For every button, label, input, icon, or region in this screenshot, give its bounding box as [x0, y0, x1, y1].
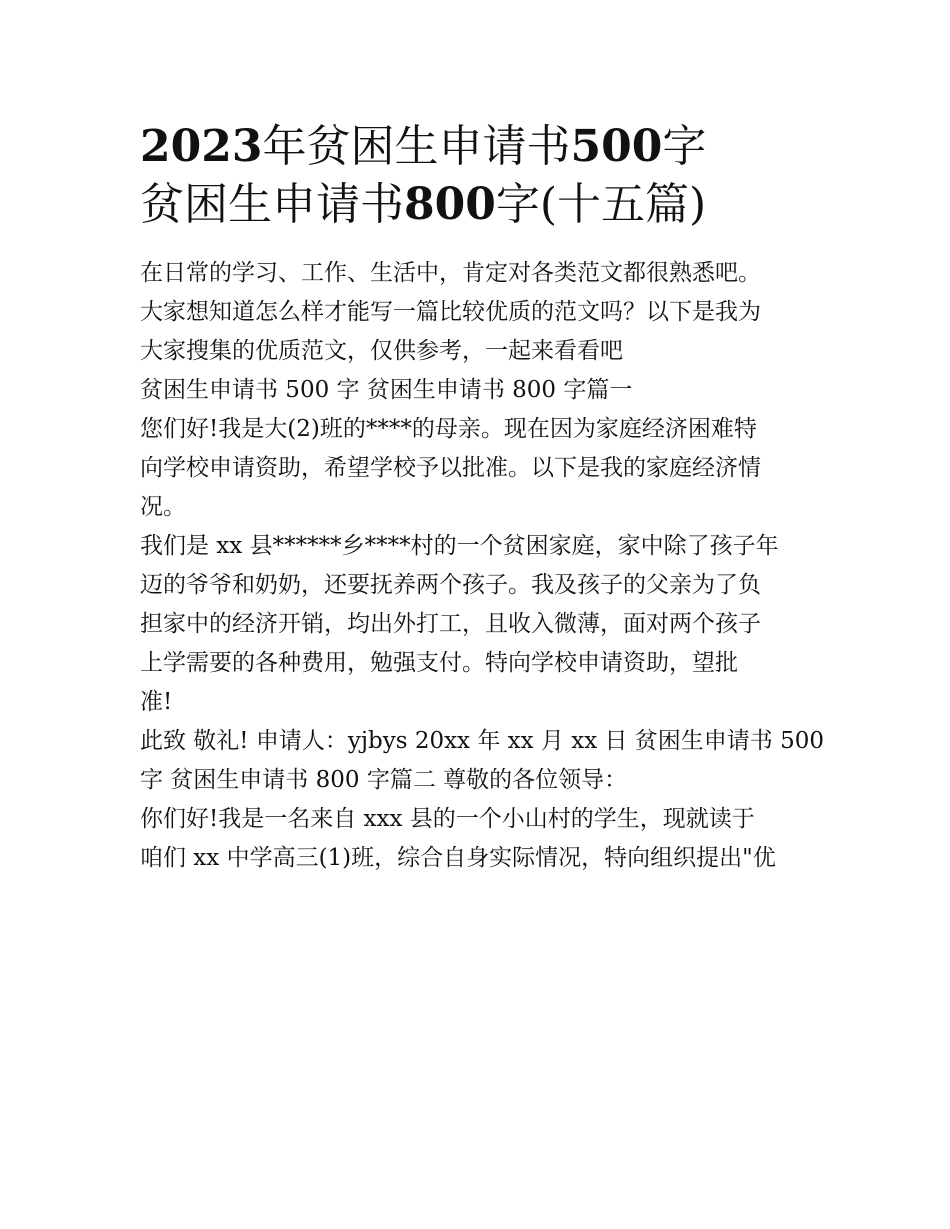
text-line: 准! [140, 689, 173, 715]
text-line: 你们好!我是一名来自 xxx 县的一个小山村的学生，现就读于 [140, 806, 755, 832]
text-line: 咱们 xx 中学高三(1)班，综合自身实际情况，特向组织提出"优 [140, 845, 776, 871]
text-line: 大家搜集的优质范文，仅供参考，一起来看看吧 [140, 338, 623, 364]
title-line-2: 贫困生申请书800字(十五篇) [140, 179, 707, 230]
title-line-1: 2023年贫困生申请书500字 [140, 121, 707, 172]
text-line: 此致 敬礼! 申请人：yjbys 20xx 年 xx 月 xx 日 贫困生申请书 500 [140, 728, 824, 754]
document-title [140, 118, 820, 234]
text-line: 您们好!我是大(2)班的****的母亲。现在因为家庭经济困难特 [140, 416, 757, 442]
greeting-paragraph [140, 410, 820, 527]
text-line: 上学需要的各种费用，勉强支付。特向学校申请资助，望批 [140, 650, 738, 676]
text-line: 大家想知道怎么样才能写一篇比较优质的范文吗？以下是我为 [140, 299, 761, 325]
text-line: 我们是 xx 县******乡****村的一个贫困家庭，家中除了孩子年 [140, 533, 779, 559]
family-situation-paragraph [140, 527, 820, 722]
text-line: 在日常的学习、工作、生活中，肯定对各类范文都很熟悉吧。 [140, 260, 761, 286]
text-line: 迈的爷爷和奶奶，还要抚养两个孩子。我及孩子的父亲为了负 [140, 572, 761, 598]
text-line: 向学校申请资助，希望学校予以批准。以下是我的家庭经济情 [140, 455, 761, 481]
second-letter-paragraph [140, 800, 820, 878]
closing-paragraph [140, 722, 824, 800]
text-line: 贫困生申请书 500 字 贫困生申请书 800 字篇一 [140, 377, 633, 403]
section-heading-one [140, 371, 820, 410]
text-line: 况。 [140, 494, 186, 520]
text-line: 字 贫困生申请书 800 字篇二 尊敬的各位领导： [140, 767, 628, 793]
intro-paragraph [140, 254, 820, 371]
text-line: 担家中的经济开销，均出外打工，且收入微薄，面对两个孩子 [140, 611, 761, 637]
